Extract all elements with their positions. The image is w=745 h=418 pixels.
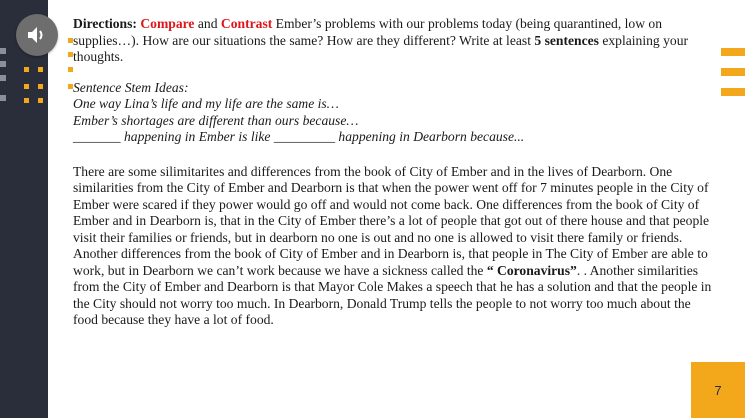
decorative-right-bars (721, 48, 745, 108)
directions-text-2: explaining your thoughts. (73, 32, 689, 64)
slide-content (73, 16, 713, 329)
sentence-stems (73, 80, 713, 146)
audio-button[interactable] (16, 14, 58, 56)
page-number-box (691, 362, 745, 418)
directions-paragraph (73, 16, 713, 66)
answer-part-1: There are some silimitarites and differences from the book of City of Ember and in the lives of Dearborn. One similarities from the City of Ember and Dearborn is that when the power went off for 7 minutes people in the City of Ember were scared if they power would go off and would not come back. One differences from the book of City of Ember and in Dearborn is, that in the City of Ember there’s a lot of people that got out of there house and that people visit their families or friends, but in dearborn no one is out and no one is allowed to visit there family or friends. Another differences from the book of City of Ember and in Dearborn is, that people in The City of Ember are able to work, but in Dearborn we can’t work because we have a sickness called the (73, 163, 710, 278)
sentence-count: 5 sentences (534, 32, 599, 48)
compare-word: Compare (140, 16, 195, 31)
and-word: and (194, 16, 221, 31)
page-number: 7 (714, 382, 722, 398)
student-answer (73, 164, 713, 329)
directions-text-1: Ember’s problems with our problems today (being quarantined, low on supplies…). How are our situations the same? How are they different? Write at least (73, 16, 663, 48)
stem-line-3: _______ happening in Ember is like _________ happening in Dearborn because... (73, 129, 525, 144)
stems-title: Sentence Stem Ideas: (73, 79, 189, 95)
answer-part-2: . . Another similarities from the City of Ember and Dearborn is that Mayor Cole Makes a speech that he has a solution and that the people in the City should not worry too much. In Dearborn, Donald Trump tells the people to not worry too much about the food because they have a lot of food. (73, 262, 712, 327)
directions-label: Directions: (73, 16, 137, 31)
stem-line-2: Ember’s shortages are different than ours because… (73, 112, 359, 128)
contrast-word: Contrast (220, 16, 273, 31)
speaker-icon (26, 25, 48, 45)
answer-bold: “ Coronavirus” (486, 262, 577, 278)
stem-line-1: One way Lina’s life and my life are the same is… (73, 96, 339, 111)
left-sidebar-bar (0, 0, 48, 418)
